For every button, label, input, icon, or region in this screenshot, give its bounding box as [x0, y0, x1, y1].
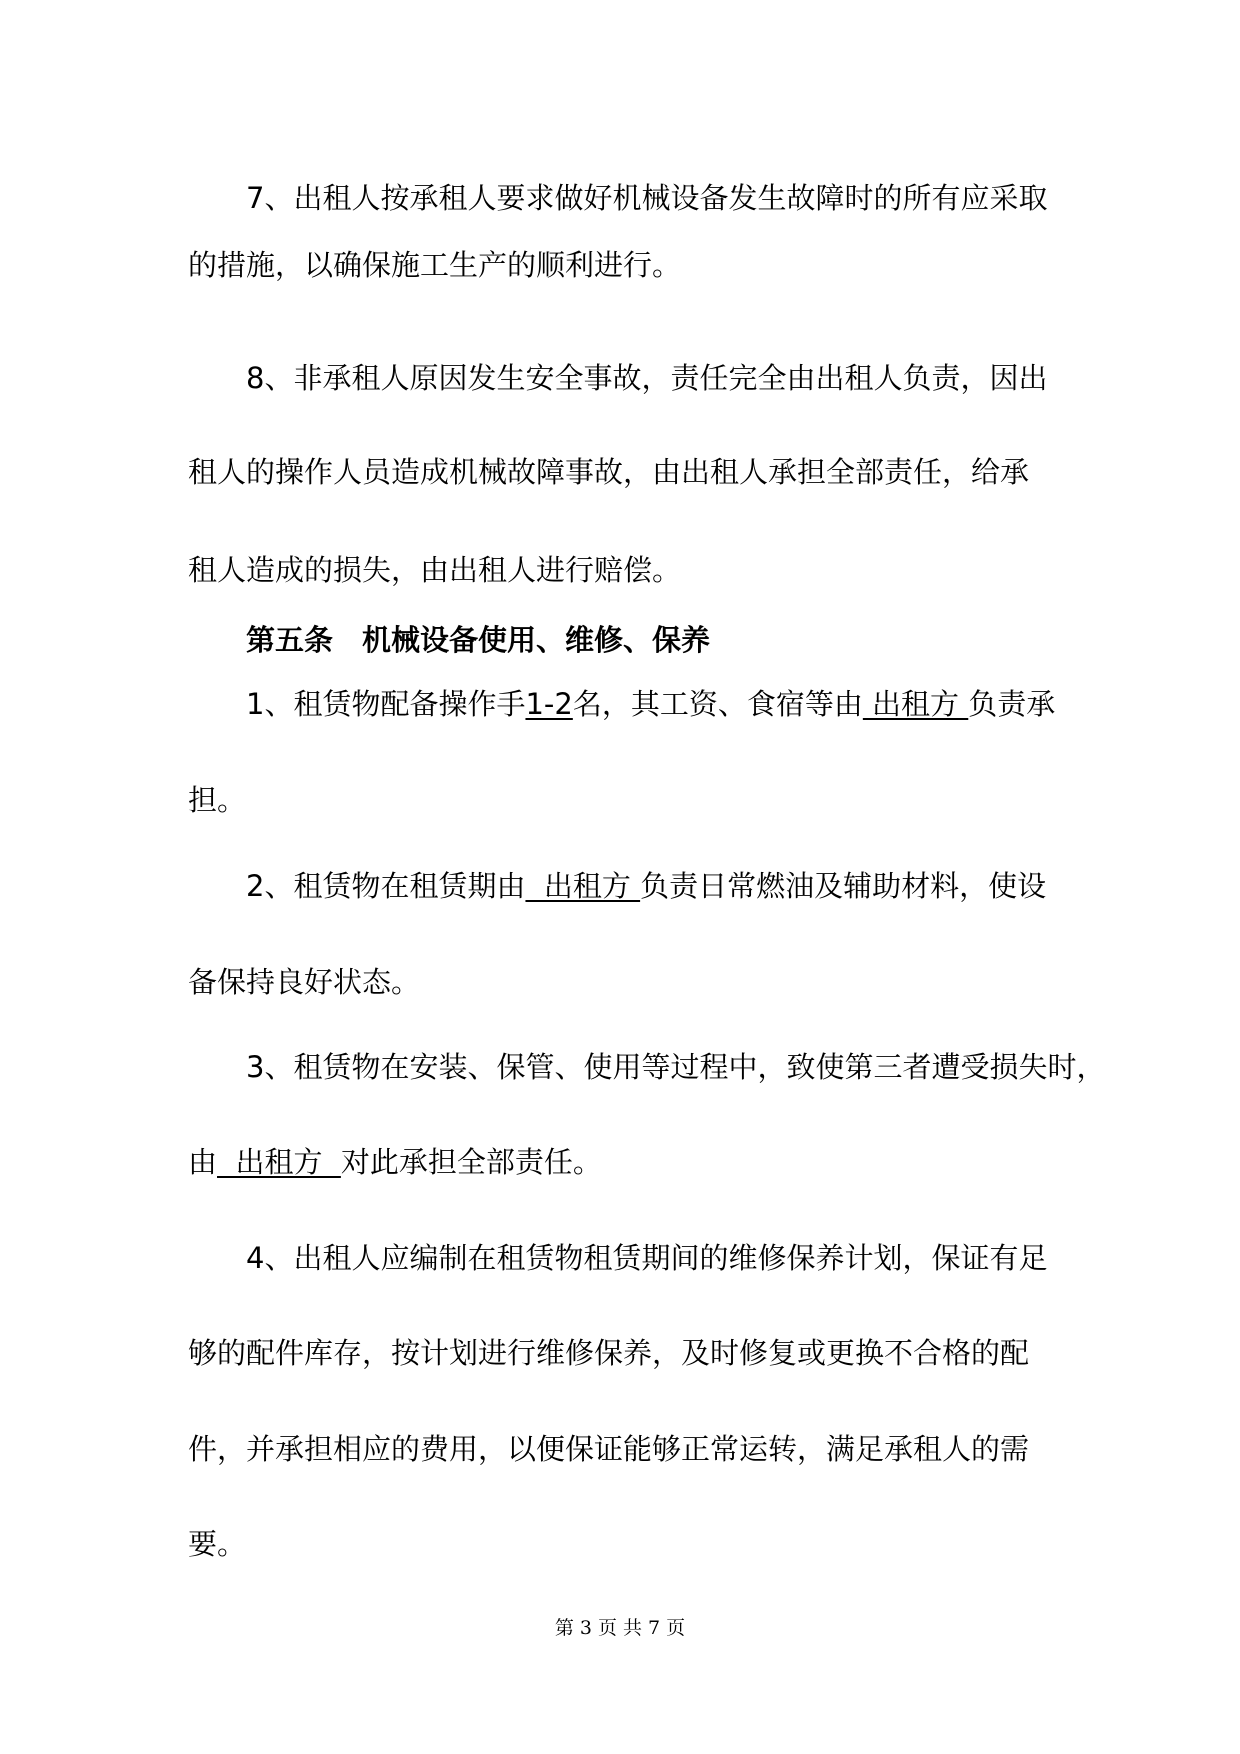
item-4-line-3: 件，并承担相应的费用，以便保证能够正常运转，满足承租人的需	[188, 1432, 1030, 1466]
item-3-text-post: 对此承担全部责任。	[340, 1145, 602, 1179]
item-2-text-post: 负责日常燃油及辅助材料，使设	[640, 869, 1047, 903]
article-5-heading: 第五条 机械设备使用、维修、保养	[246, 623, 711, 657]
item-4-line-4: 要。	[188, 1527, 247, 1561]
item-1-line-1	[246, 684, 1055, 724]
clause-8-line-1: 8、非承租人原因发生安全事故，责任完全由出租人负责，因出	[246, 361, 1048, 395]
clause-7-line-1: 7、出租人按承租人要求做好机械设备发生故障时的所有应采取	[246, 181, 1048, 215]
item-2-text-pre: 2、租赁物在租赁期由	[246, 869, 526, 903]
clause-7-line-2: 的措施，以确保施工生产的顺利进行。	[188, 248, 682, 282]
clause-8-line-3: 租人造成的损失，由出租人进行赔偿。	[188, 553, 682, 587]
item-1-fill-operators: 1-2	[525, 687, 573, 721]
item-1-text-pre: 1、租赁物配备操作手	[246, 687, 526, 721]
clause-8-line-2: 租人的操作人员造成机械故障事故，由出租人承担全部责任，给承	[188, 455, 1030, 489]
item-2-line-1	[246, 866, 1046, 906]
item-3-text-pre: 由	[188, 1145, 218, 1179]
item-1-fill-party: 出租方	[862, 687, 969, 721]
item-1-text-mid: 名，其工资、食宿等由	[572, 687, 863, 721]
item-4-line-2: 够的配件库存，按计划进行维修保养，及时修复或更换不合格的配	[188, 1336, 1030, 1370]
page-number-footer: 第 3 页 共 7 页	[554, 1617, 686, 1639]
item-2-line-2: 备保持良好状态。	[188, 965, 421, 999]
item-3-fill-party: 出租方	[217, 1145, 341, 1179]
item-1-line-2: 担。	[188, 783, 247, 817]
item-3-line-2	[188, 1142, 602, 1182]
item-2-fill-party: 出租方	[525, 869, 641, 903]
item-4-line-1: 4、出租人应编制在租赁物租赁期间的维修保养计划，保证有足	[246, 1241, 1048, 1275]
item-3-line-1: 3、租赁物在安装、保管、使用等过程中，致使第三者遭受损失时，	[246, 1050, 1106, 1084]
item-1-text-post: 负责承	[968, 687, 1056, 721]
